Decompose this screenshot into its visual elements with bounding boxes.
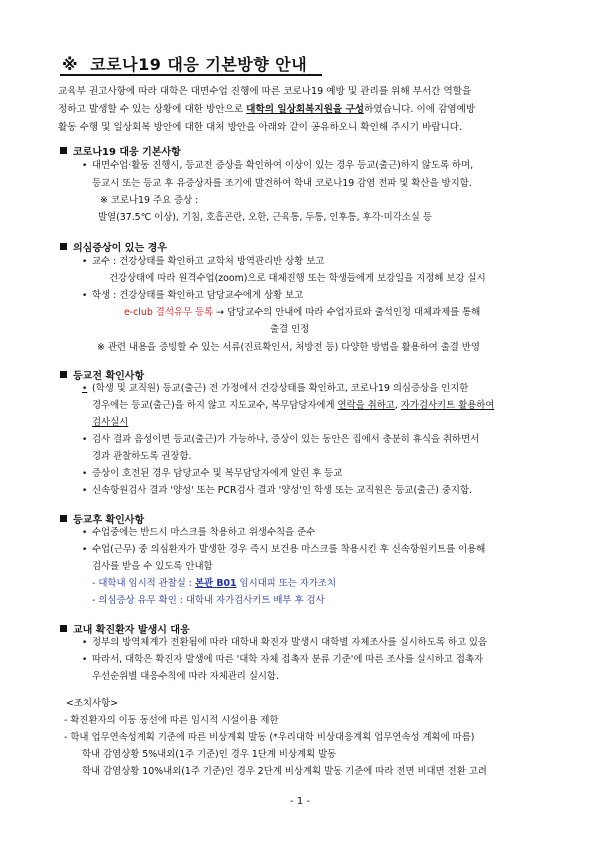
eclub-absence-text: e-club 결석유무 등록 (124, 307, 214, 318)
symptom-line: 발열(37.5℃ 이상), 기침, 호흡곤란, 오한, 근육통, 두통, 인후통, 후각·미각소실 등 (98, 212, 432, 223)
body-line: 수업중에는 반드시 마스크를 착용하고 위생수칙을 준수 (92, 527, 316, 538)
title-mark: ※ (62, 55, 79, 74)
body-line: 따라서, 대학은 확진자 발생에 따른 '대학 자체 접촉자 분류 기준'에 따른 조사를 실시하고 접촉자 (92, 654, 484, 665)
measure-line: - 학내 업무연속성계획 기준에 따른 비상계획 발동 (*우리대학 비상대응계획 업무연속성 계획에 따름) (64, 732, 475, 743)
page-number: - 1 - (290, 796, 310, 807)
body-line: 경과 관찰하도록 권장함. (92, 451, 192, 462)
bullet-icon: • (82, 435, 88, 445)
bullet-icon: • (82, 384, 88, 394)
room-b01-text: 본관 B01 (194, 578, 237, 589)
note-line: ※ 코로나19 주요 증상 : (100, 195, 199, 206)
self-test-line: - 의심증상 유무 확인 : 대학내 자가검사키트 배부 후 검사 (92, 595, 325, 606)
bullet-icon: • (82, 161, 88, 171)
intro-line: 교육부 권고사항에 따라 대학은 대면수업 진행에 따른 코로나19 예방 및 관리를 위해 부서간 역할을 (58, 86, 472, 97)
bullet-icon: • (82, 469, 88, 479)
square-bullet-icon (60, 625, 67, 632)
bullet-icon: • (82, 545, 88, 555)
body-line: 우선순위별 대응수칙에 따라 자체관리 실시함. (92, 671, 279, 682)
intro-line: 활동 수행 및 일상회복 방안에 대한 대처 방안을 아래와 같이 공유하오니 확인해 주시기 바랍니다. (58, 122, 463, 133)
body-line: 대면수업·활동 진행시, 등교전 증상을 확인하여 이상이 있는 경우 등교(출근)하지 않도록 하며, (92, 160, 474, 171)
measure-line: 학내 감염상황 5%내외(1주 기준)인 경우 1단계 비상계획 발동 (82, 749, 337, 760)
section-heading-before-school: 등교전 확인사항 (60, 367, 144, 382)
intro-line: 정하고 발생할 수 있는 상황에 대한 방안으로 대학의 일상회복지원을 구성하였습니다. 이에 감염예방 (58, 104, 476, 115)
arrow-icon: → (216, 307, 224, 318)
measures-label: <조치사항> (66, 698, 118, 709)
body-line: 건강상태에 따라 원격수업(zoom)으로 대체진행 또는 학생들에게 보강일을 지정해 보강 실시 (109, 273, 486, 284)
body-line: 검사 결과 음성이면 등교(출근)가 가능하나, 증상이 있는 동안은 집에서 충분히 휴식을 취하면서 (92, 434, 480, 445)
bullet-icon: • (82, 655, 88, 665)
note-line: ※ 관련 내용을 증빙할 수 있는 서류(진료확인서, 처방전 등) 다양한 방법을 활용하여 출결 반영 (97, 342, 480, 353)
section-heading-after-school: 등교후 확인사항 (60, 511, 144, 526)
square-bullet-icon (60, 371, 67, 378)
title-text: 코로나19 대응 기본방향 안내 (90, 55, 308, 74)
bullet-icon: • (82, 638, 88, 648)
body-line: 수업(근무) 중 의심환자가 발생한 경우 즉시 보건용 마스크를 착용시킨 후 신속항원키트를 이용해 (92, 544, 486, 555)
section-heading-confirmed-case: 교내 확진환자 발생시 대응 (60, 621, 190, 636)
body-line: e-club 결석유무 등록 → 담당교수의 안내에 따라 수업자료와 출석인정 대체과제를 통해 (124, 307, 481, 318)
page-title (62, 52, 307, 75)
bullet-icon: • (82, 291, 88, 301)
body-line: 정부의 방역체계가 전환됨에 따라 대학내 확진자 발생시 대학별 자체조사를 실시하도록 하고 있음 (92, 637, 488, 648)
body-line: 교수 : 건강상태를 확인하고 교학처 방역관리반 상황 보고 (92, 256, 325, 267)
measure-line: 학내 감염상황 10%내외(1주 기준)인 경우 2단계 비상계획 발동 기준에 따라 전면 비대면 전환 고려 (82, 766, 487, 777)
body-line: 검사를 받을 수 있도록 안내함 (92, 561, 213, 572)
bullet-icon: • (82, 257, 88, 267)
square-bullet-icon (60, 515, 67, 522)
body-line: 신속항원검사 결과 '양성' 또는 PCR검사 결과 '양성'인 학생 또는 교직원은 등교(출근) 중지함. (92, 485, 473, 496)
body-line: (학생 및 교직원) 등교(출근) 전 가정에서 건강상태를 확인하고, 코로나19 의심증상을 인지한 (92, 383, 469, 394)
intro-emphasis: 대학의 일상회복지원을 구성 (246, 104, 365, 115)
body-line: 등교시 또는 등교 후 유증상자를 조기에 발견하여 학내 코로나19 감염 전파 및 확산을 방지함. (92, 178, 472, 189)
title-underline (60, 74, 322, 76)
square-bullet-icon (60, 243, 67, 250)
section-heading-basics: 코로나19 대응 기본사항 (60, 143, 181, 158)
body-line: 출결 인정 (270, 324, 310, 335)
measure-line: - 확진환자의 이동 동선에 따른 임시적 시설이용 제한 (64, 715, 279, 726)
body-line: 검사실시 (92, 417, 129, 428)
section-heading-suspected: 의심증상이 있는 경우 (60, 239, 167, 254)
square-bullet-icon (60, 147, 67, 154)
intro-paragraph (58, 83, 548, 137)
body-line: 학생 : 건강상태를 확인하고 담당교수에게 상황 보고 (92, 290, 304, 301)
body-line: 경우에는 등교(출근)을 하지 않고 지도교수, 복무담당자에게 연락을 취하고, 자가검사키트 활용하여 (92, 400, 495, 411)
observation-room-line: - 대학내 임시적 관찰실 : 본관 B01 임시대피 또는 자가조치 (92, 578, 337, 589)
body-line: 증상이 호전된 경우 담당교수 및 복무담당자에게 알린 후 등교 (92, 468, 343, 479)
bullet-icon: • (82, 486, 88, 496)
bullet-icon: • (82, 528, 88, 538)
